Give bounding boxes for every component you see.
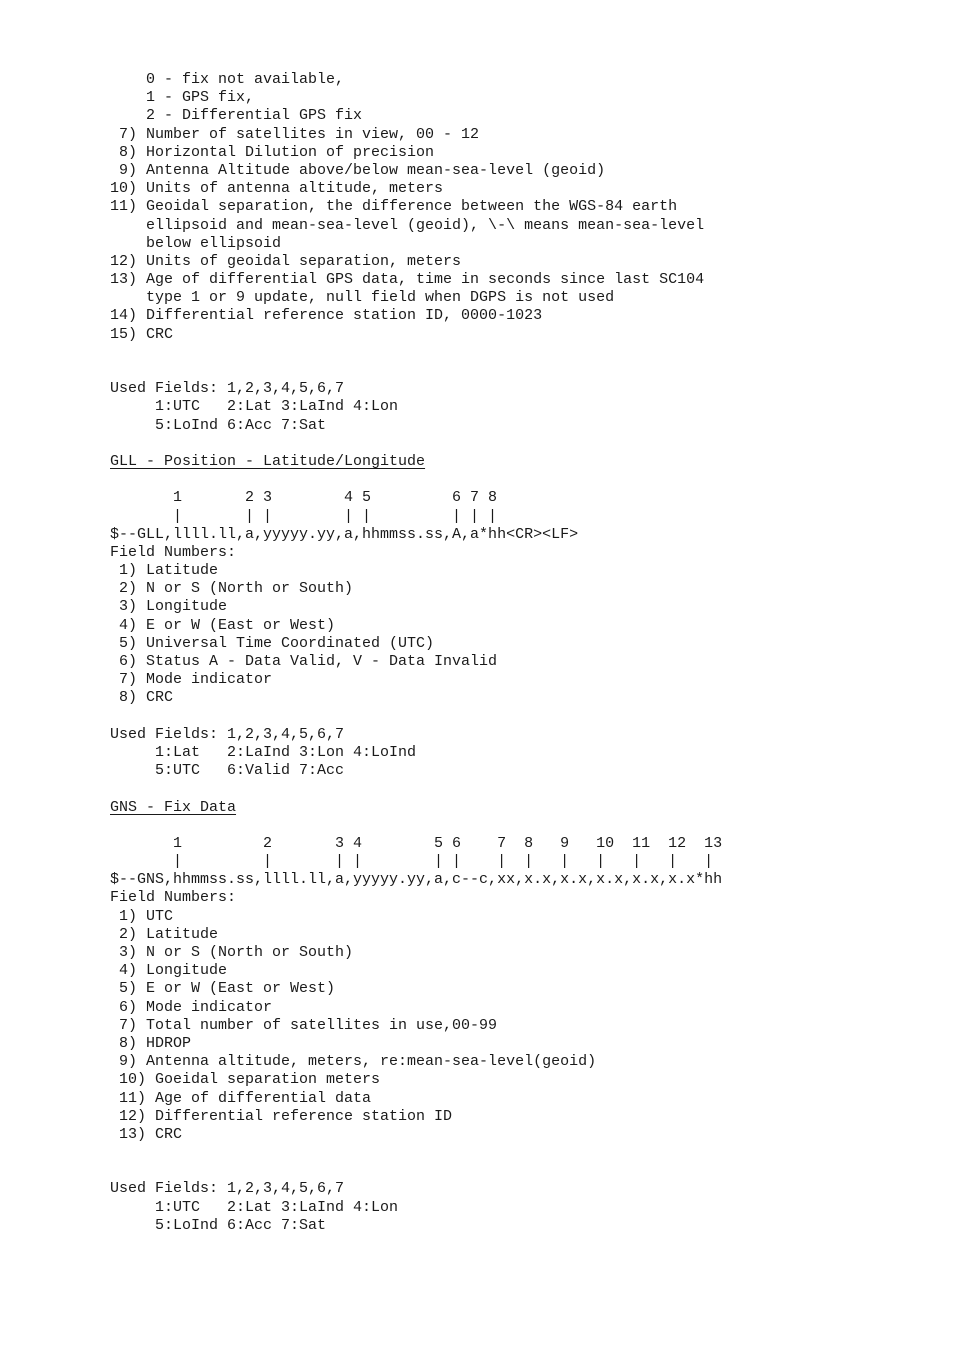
- spacer: [110, 708, 930, 726]
- gga-field-list: [110, 71, 930, 344]
- field-line: ellipsoid and mean-sea-level (geoid), \-\ means mean-sea-level: [110, 216, 705, 234]
- diagram-pointers: | | | | | | | |: [110, 507, 498, 525]
- gns-field-list: [110, 908, 930, 1144]
- field-line: type 1 or 9 update, null field when DGPS is not used: [110, 289, 615, 307]
- section-heading-gns: [110, 799, 930, 817]
- used-fields-line: 5:LoInd 6:Acc 7:Sat: [110, 416, 327, 434]
- field-line: 12) Differential reference station ID: [110, 1107, 453, 1125]
- field-line: 6) Status A - Data Valid, V - Data Invalid: [110, 653, 498, 670]
- field-line: 8) HDROP: [110, 1034, 192, 1052]
- used-fields-line: 1:Lat 2:LaInd 3:Lon 4:LoInd: [110, 743, 417, 761]
- used-fields-line: 1:UTC 2:Lat 3:LaInd 4:Lon: [110, 398, 399, 416]
- field-line: 8) CRC: [110, 689, 174, 707]
- document-page: [110, 71, 930, 1235]
- spacer: [110, 344, 930, 362]
- diagram-pointers: | | | | | | | | | | | | |: [110, 853, 714, 871]
- field-line: 10) Units of antenna altitude, meters: [110, 180, 444, 198]
- field-line: 2 - Differential GPS fix: [110, 107, 363, 125]
- field-line: 2) N or S (North or South): [110, 580, 354, 598]
- section-heading-gll: [110, 453, 930, 471]
- gll-used-fields: [110, 726, 930, 781]
- field-numbers-title: Field Numbers:: [110, 889, 237, 907]
- field-line: 14) Differential reference station ID, 0000-1023: [110, 307, 543, 325]
- field-line: 1 - GPS fix,: [110, 89, 255, 107]
- field-numbers-title: Field Numbers:: [110, 543, 237, 561]
- spacer: [110, 817, 930, 835]
- diagram-numbers: 1 2 3 4 5 6 7 8 9 10 11 12 13: [110, 834, 723, 852]
- spacer: [110, 780, 930, 798]
- used-fields-line: Used Fields: 1,2,3,4,5,6,7: [110, 1180, 345, 1198]
- spacer: [110, 362, 930, 380]
- field-line: 3) Longitude: [110, 598, 228, 616]
- gga-used-fields: [110, 380, 930, 435]
- field-line: 1) UTC: [110, 907, 174, 925]
- field-line: 7) Number of satellites in view, 00 - 12: [110, 125, 480, 143]
- field-line: 7) Mode indicator: [110, 671, 273, 689]
- gll-sentence-diagram: [110, 489, 930, 544]
- field-line: 9) Antenna Altitude above/below mean-sea-level (geoid): [110, 161, 606, 179]
- field-line: 13) CRC: [110, 1125, 183, 1143]
- field-line: 4) E or W (East or West): [110, 616, 336, 634]
- spacer: [110, 471, 930, 489]
- diagram-sentence: $--GLL,llll.ll,a,yyyyy.yy,a,hhmmss.ss,A,a*hh<CR><LF>: [110, 525, 579, 543]
- spacer: [110, 435, 930, 453]
- used-fields-line: 5:UTC 6:Valid 7:Acc: [110, 762, 345, 780]
- field-line: 5) E or W (East or West): [110, 980, 336, 998]
- used-fields-line: Used Fields: 1,2,3,4,5,6,7: [110, 380, 345, 398]
- field-line: 4) Longitude: [110, 962, 228, 980]
- spacer: [110, 1144, 930, 1162]
- gll-field-list: [110, 562, 930, 708]
- field-line: below ellipsoid: [110, 234, 282, 252]
- gll-heading-text: GLL - Position - Latitude/Longitude: [110, 452, 426, 470]
- gns-heading-text: GNS - Fix Data: [110, 798, 237, 816]
- field-line: 15) CRC: [110, 325, 174, 343]
- gns-sentence-diagram: [110, 835, 930, 890]
- diagram-sentence: $--GNS,hhmmss.ss,llll.ll,a,yyyyy.yy,a,c--c,xx,x.x,x.x,x.x,x.x,x.x*hh: [110, 871, 723, 889]
- field-line: 7) Total number of satellites in use,00-99: [110, 1016, 498, 1034]
- field-line: 6) Mode indicator: [110, 998, 273, 1016]
- field-line: 8) Horizontal Dilution of precision: [110, 143, 435, 161]
- field-line: 11) Geoidal separation, the difference between the WGS-84 earth: [110, 198, 678, 216]
- field-line: 12) Units of geoidal separation, meters: [110, 252, 462, 270]
- field-line: 13) Age of differential GPS data, time in seconds since last SC104: [110, 271, 705, 289]
- field-line: 11) Age of differential data: [110, 1089, 372, 1107]
- field-line: 10) Goeidal separation meters: [110, 1071, 381, 1089]
- field-line: 0 - fix not available,: [110, 71, 345, 88]
- field-line: 3) N or S (North or South): [110, 944, 354, 961]
- field-line: 5) Universal Time Coordinated (UTC): [110, 634, 435, 652]
- gns-used-fields: [110, 1180, 930, 1235]
- diagram-numbers: 1 2 3 4 5 6 7 8: [110, 489, 498, 507]
- used-fields-line: 1:UTC 2:Lat 3:LaInd 4:Lon: [110, 1198, 399, 1216]
- used-fields-line: 5:LoInd 6:Acc 7:Sat: [110, 1216, 327, 1234]
- field-line: 1) Latitude: [110, 562, 219, 580]
- field-line: 2) Latitude: [110, 925, 219, 943]
- field-line: 9) Antenna altitude, meters, re:mean-sea-level(geoid): [110, 1053, 597, 1071]
- spacer: [110, 1162, 930, 1180]
- used-fields-line: Used Fields: 1,2,3,4,5,6,7: [110, 725, 345, 743]
